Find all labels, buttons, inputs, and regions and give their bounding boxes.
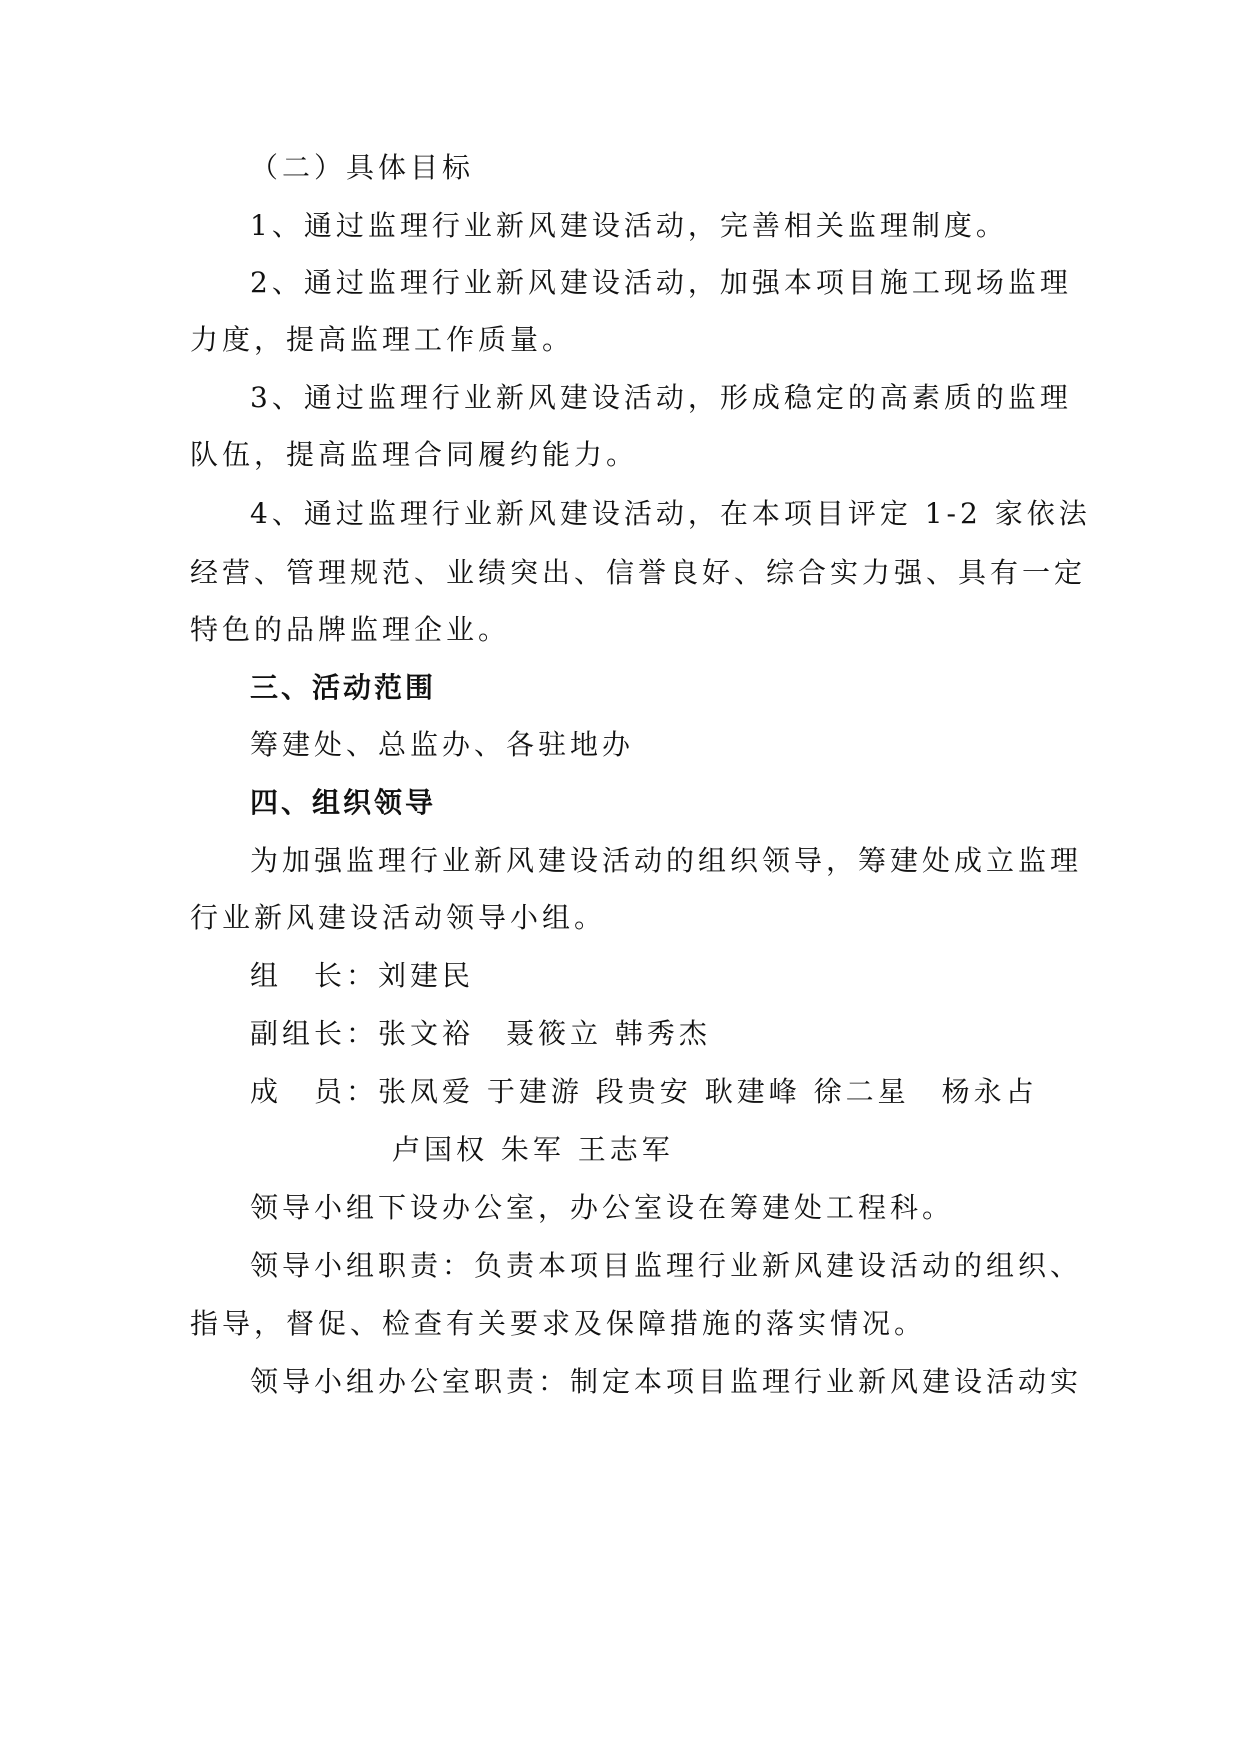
organization-intro-line-2: 行业新风建设活动领导小组。 (190, 901, 607, 934)
deputy-line: 副组长：张文裕 聂筱立 韩秀杰 (250, 1017, 711, 1050)
office-line: 领导小组下设办公室，办公室设在筹建处工程科。 (250, 1191, 955, 1224)
leader-line: 组 长：刘建民 (250, 959, 475, 992)
duty-line-1: 领导小组职责：负责本项目监理行业新风建设活动的组织、 (250, 1249, 1083, 1282)
goal-item-3-line-1: 3、通过监理行业新风建设活动，形成稳定的高素质的监理 (250, 381, 1072, 414)
scope-text: 筹建处、总监办、各驻地办 (250, 728, 635, 761)
duty-line-2: 指导，督促、检查有关要求及保障措施的落实情况。 (190, 1307, 927, 1340)
section-heading-scope: 三、活动范围 (250, 671, 437, 704)
members-line-1: 成 员：张凤爱 于建游 段贵安 耿建峰 徐二星 杨永占 (250, 1075, 1038, 1108)
goal-item-2-line-2: 力度，提高监理工作质量。 (190, 323, 575, 356)
goal-item-4-line-3: 特色的品牌监理企业。 (190, 613, 511, 646)
goal-item-4-line-1: 4、通过监理行业新风建设活动，在本项目评定 1-2 家依法 (250, 497, 1091, 530)
section-heading-specific-goals: （二）具体目标 (250, 151, 475, 184)
office-duty-line-1: 领导小组办公室职责：制定本项目监理行业新风建设活动实 (250, 1365, 1083, 1398)
goal-item-4-line-2: 经营、管理规范、业绩突出、信誉良好、综合实力强、具有一定 (190, 556, 1087, 589)
members-line-2: 卢国权 朱军 王志军 (392, 1133, 674, 1166)
goal-item-3-line-2: 队伍，提高监理合同履约能力。 (190, 438, 639, 471)
organization-intro-line-1: 为加强监理行业新风建设活动的组织领导，筹建处成立监理 (250, 844, 1083, 877)
goal-item-1: 1、通过监理行业新风建设活动，完善相关监理制度。 (250, 209, 1008, 242)
goal-item-2-line-1: 2、通过监理行业新风建设活动，加强本项目施工现场监理 (250, 266, 1072, 299)
section-heading-organization: 四、组织领导 (250, 786, 437, 819)
